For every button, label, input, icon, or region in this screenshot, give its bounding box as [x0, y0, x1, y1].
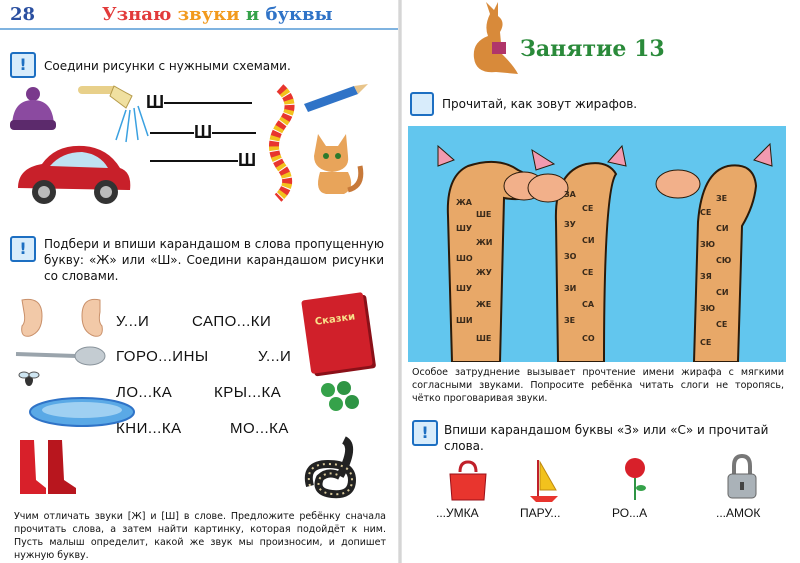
shower-icon [76, 80, 150, 144]
word-3: ГОРО...ИНЫ [116, 348, 209, 365]
parent-note-right: Особое затруднение вызывает прочтение имени жирафа с мягкими согласными звуками. Попросите ребёнка читать слоги не торопясь, чётко проговаривая звуки. [412, 367, 784, 404]
open-book-icon [410, 92, 434, 116]
syllable: ШО [456, 254, 473, 263]
syllable: СЕ [700, 208, 712, 217]
exclamation-icon: ! [10, 236, 36, 262]
syllable: СО [582, 334, 595, 343]
fill-word-2: ПАРУ... [520, 506, 561, 520]
header-rule [0, 28, 398, 30]
syllable: ЗЕ [564, 316, 576, 325]
left-page [0, 0, 398, 563]
syllable: СЕ [582, 204, 594, 213]
peas-icon [316, 378, 364, 418]
exclamation-icon: ! [10, 52, 36, 78]
giraffe-3-neck [698, 192, 740, 358]
word-4: У...И [258, 348, 292, 365]
hat-icon [6, 84, 58, 132]
syllable: ЗЮ [700, 240, 716, 249]
word-2: САПО...КИ [192, 313, 272, 330]
syllable: ШЕ [476, 210, 492, 219]
spoon-icon [12, 344, 108, 368]
syllable: СИ [716, 288, 729, 297]
header-word: звуки [177, 4, 240, 25]
syllable: ЗА [564, 190, 576, 199]
syllable: ЖА [456, 198, 472, 207]
syllable: ШИ [456, 316, 473, 325]
syllable: ЗУ [564, 220, 576, 229]
fill-word-3: РО...А [612, 506, 648, 520]
padlock-icon [726, 454, 758, 502]
syllable: СИ [716, 224, 729, 233]
kangaroo-icon [466, 2, 520, 76]
syllable: ЗЯ [700, 272, 712, 281]
syllable: ЗЕ [716, 194, 728, 203]
fill-word-1: ...УМКА [436, 506, 479, 520]
ears-icon [12, 292, 112, 342]
word-6: КРЫ...КА [214, 384, 282, 401]
word-7: КНИ...КА [116, 420, 182, 437]
sail-icon [528, 456, 560, 504]
header-word: Узнаю [102, 4, 172, 25]
rose-icon [620, 456, 650, 502]
syllable: ЗЮ [700, 304, 716, 313]
syllable: СЮ [716, 256, 732, 265]
schema-3: Ш [150, 150, 256, 171]
syllable: СЕ [716, 320, 728, 329]
schema-2: Ш [150, 122, 256, 143]
scarf-icon [258, 84, 302, 202]
bag-icon [446, 458, 490, 502]
syllable: СЕ [700, 338, 712, 347]
syllable: ШУ [456, 284, 473, 293]
syllable: ЗИ [564, 284, 577, 293]
fill-word-4: ...АМОК [716, 506, 761, 520]
book-icon [301, 292, 373, 374]
fly-icon [18, 368, 40, 388]
task-4-text: Впиши карандашом буквы «З» или «С» и прочитай слова. [444, 423, 769, 453]
task-3-text: Прочитай, как зовут жирафов. [442, 97, 638, 111]
word-1: У...И [116, 313, 150, 330]
task-2-text: Подбери и впиши карандашом в слова пропущенную букву: «Ж» или «Ш». Соедини карандашом рисунки со словами. [44, 237, 384, 283]
syllable: СА [582, 300, 595, 309]
book-label: Сказки [314, 311, 356, 328]
boots-icon [12, 436, 82, 498]
header-word: буквы [265, 4, 333, 25]
pencil-icon [300, 82, 370, 112]
header-word: и [245, 4, 260, 25]
syllable: СИ [582, 236, 595, 245]
syllable: СЕ [582, 268, 594, 277]
syllable: ШУ [456, 224, 473, 233]
syllable: ЖИ [476, 238, 493, 247]
page-number: 28 [10, 4, 36, 25]
syllable: ЖУ [476, 268, 492, 277]
snake-icon [300, 434, 372, 502]
parent-note-left: Учим отличать звуки [Ж] и [Ш] в слове. Предложите ребёнку сначала прочитать слова, а затем найти картинку, которая подойдёт к ним. Пусть малыш определит, какой же звук мы произносим, и допишет нужную букву. [14, 511, 386, 561]
giraffe-1-neck [452, 196, 500, 356]
syllable: ЗО [564, 252, 577, 261]
schema-1: Ш [146, 92, 252, 113]
task-1-text: Соедини рисунки с нужными схемами. [44, 59, 291, 73]
lesson-title: Занятие 13 [520, 36, 665, 62]
cat-icon [304, 126, 366, 196]
syllable: ЖЕ [476, 300, 492, 309]
word-5: ЛО...КА [116, 384, 173, 401]
car-icon [12, 138, 136, 210]
giraffe-2-neck [560, 188, 604, 358]
syllable: ШЕ [476, 334, 492, 343]
giraffes-illustration [408, 126, 786, 362]
page-header [102, 4, 333, 25]
word-8: МО...КА [230, 420, 289, 437]
exclamation-icon: ! [412, 420, 438, 446]
